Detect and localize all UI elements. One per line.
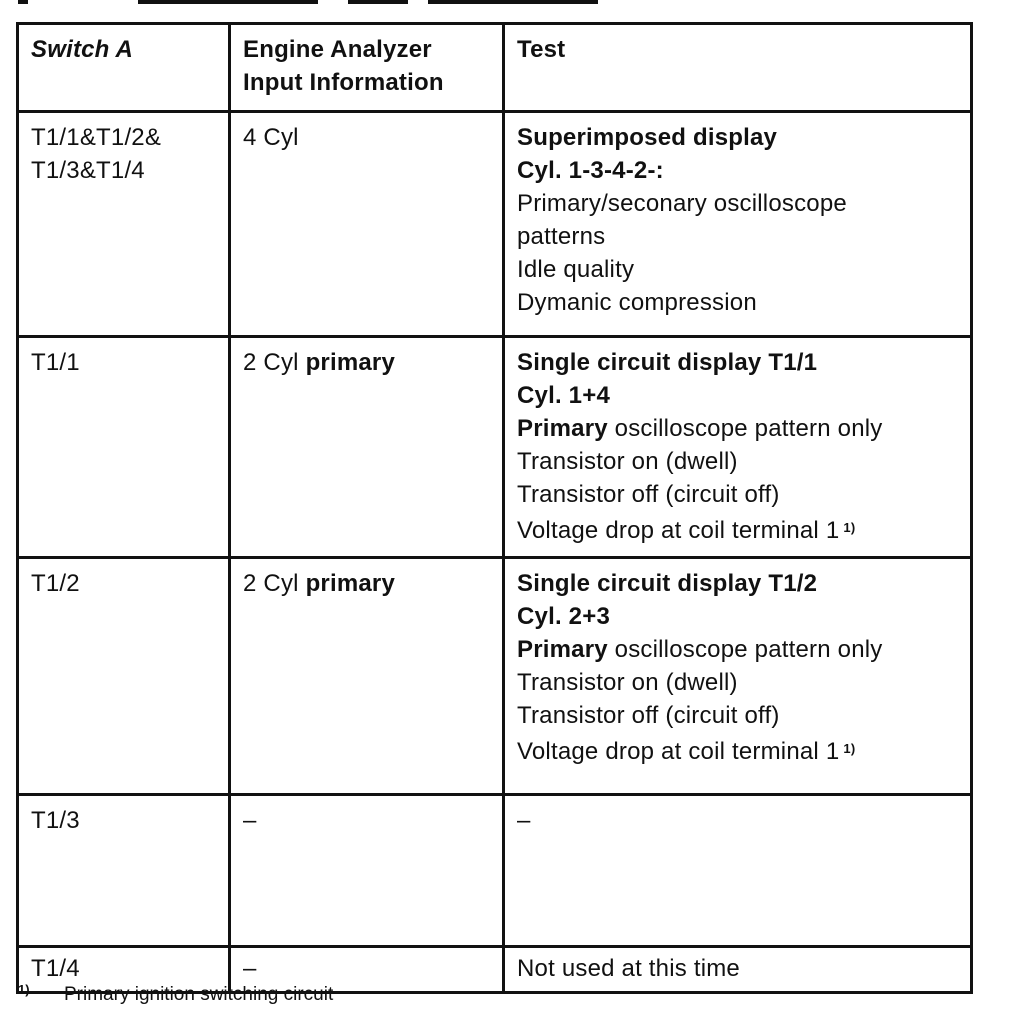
cell-test: – <box>504 795 972 947</box>
test-primary-label: Primary <box>517 636 608 663</box>
test-title: Single circuit display T1/1 <box>517 349 818 376</box>
cell-switch: T1/4 <box>18 947 230 993</box>
footnote-reference: 1) <box>843 741 856 756</box>
switch-line: T1/1&T1/2& <box>31 124 162 151</box>
test-voltage: Voltage drop at coil terminal 1 <box>517 517 840 544</box>
cell-test: Not used at this time <box>504 947 972 993</box>
cell-switch: T1/3 <box>18 795 230 947</box>
footnote-text: Primary ignition switching circuit <box>64 984 334 1005</box>
cell-input: – <box>230 795 504 947</box>
switch-test-table <box>16 22 973 994</box>
test-voltage: Voltage drop at coil terminal 1 <box>517 738 840 765</box>
test-line: Idle quality <box>517 256 635 283</box>
header-engine-analyzer-line1: Engine Analyzer <box>243 36 432 63</box>
test-line <box>517 511 958 547</box>
header-test: Test <box>504 24 972 112</box>
input-cylinders: 2 Cyl <box>243 570 299 597</box>
cropped-heading-glyph <box>348 0 408 4</box>
test-title: Single circuit display T1/2 <box>517 570 818 597</box>
test-primary-rest: oscilloscope pattern only <box>614 415 883 442</box>
test-cylinders: Cyl. 2+3 <box>517 603 610 630</box>
test-title: Superimposed display <box>517 124 778 151</box>
test-line: patterns <box>517 223 606 250</box>
test-cylinders: Cyl. 1-3-4-2-: <box>517 157 664 184</box>
test-line <box>517 633 958 666</box>
table-row <box>18 558 972 795</box>
cropped-heading-glyph <box>428 0 598 4</box>
test-line: Transistor off (circuit off) <box>517 481 780 508</box>
cropped-heading-fragment <box>18 0 638 6</box>
cell-switch <box>18 112 230 337</box>
cell-input <box>230 558 504 795</box>
cell-input <box>230 337 504 558</box>
test-line: Transistor off (circuit off) <box>517 702 780 729</box>
input-cylinders: 2 Cyl <box>243 349 299 376</box>
test-line <box>517 732 958 768</box>
test-line: Transistor on (dwell) <box>517 669 738 696</box>
test-primary-rest: oscilloscope pattern only <box>614 636 883 663</box>
table-row <box>18 337 972 558</box>
cell-test <box>504 337 972 558</box>
cell-input: 4 Cyl <box>230 112 504 337</box>
cell-test <box>504 112 972 337</box>
table-header-row <box>18 24 972 112</box>
cropped-heading-glyph <box>18 0 28 4</box>
header-switch-a: Switch A <box>18 24 230 112</box>
cropped-heading-glyph <box>138 0 318 4</box>
input-type: primary <box>305 349 396 376</box>
switch-line: T1/3&T1/4 <box>31 157 145 184</box>
cell-switch: T1/2 <box>18 558 230 795</box>
test-line: Primary/seconary oscilloscope <box>517 190 847 217</box>
table-row <box>18 795 972 947</box>
test-line: Dymanic compression <box>517 289 757 316</box>
footnote-mark: 1) <box>18 982 30 997</box>
footnote-reference: 1) <box>843 520 856 535</box>
test-cylinders: Cyl. 1+4 <box>517 382 610 409</box>
test-primary-label: Primary <box>517 415 608 442</box>
header-engine-analyzer <box>230 24 504 112</box>
cell-test <box>504 558 972 795</box>
header-engine-analyzer-line2: Input Information <box>243 69 444 96</box>
cell-switch: T1/1 <box>18 337 230 558</box>
table-row <box>18 112 972 337</box>
test-line <box>517 412 958 445</box>
footnote <box>18 978 333 1007</box>
input-type: primary <box>305 570 396 597</box>
cell-input: – <box>230 947 504 993</box>
test-line: Transistor on (dwell) <box>517 448 738 475</box>
